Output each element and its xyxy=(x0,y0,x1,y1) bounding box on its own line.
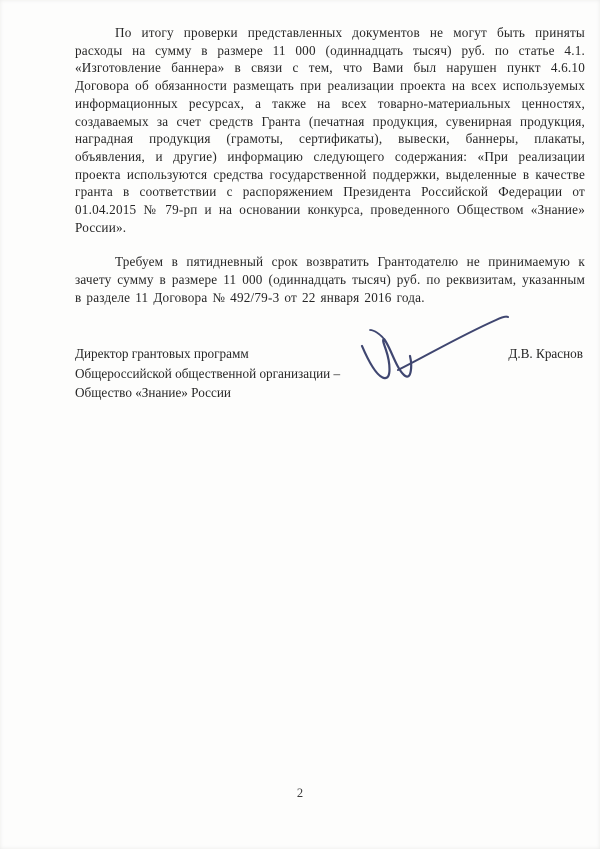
page-number: 2 xyxy=(296,786,304,800)
paragraph-audit-findings: По итогу проверки представленных документов не могут быть приняты расходы на сумму в размере 11 000 (одиннадцать тысяч) руб. по статье 4.1. «Изготовление баннера» в связи с тем, что Вами был нарушен пункт 4.6.10 Договора об обязанности размещать при реализации проекта на всех используемых информационных ресурсах, а также на всех товарно-материальных ценностях, создаваемых за счет средств Гранта (печатная продукция, сувенирная продукция, наградная продукция (грамоты, сертификаты), вывески, баннеры, плакаты, объявления, и другие) информацию следующего содержания: «При реализации проекта используются средства государственной поддержки, выделенные в качестве гранта в соответствии с распоряжением Президента Российской Федерации от 01.04.2015 № 79-рп и на основании конкурса, проведенного Обществом «Знание» России». xyxy=(75,25,585,235)
paragraph-refund-demand: Требуем в пятидневный срок возвратить Грантодателю не принимаемую к зачету сумму в размере 11 000 (одиннадцать тысяч) руб. по реквизитам, указанным в разделе 11 Договора № 492/79-3 от 22 января 2016 года. xyxy=(75,254,585,305)
body-text xyxy=(75,24,585,307)
signer-name: Д.В. Краснов xyxy=(508,346,583,361)
signer-title-line: Общество «Знание» России xyxy=(75,385,231,400)
signer-title-line: Общероссийской общественной организации – xyxy=(75,365,341,381)
signer-title-line: Директор грантовых программ xyxy=(75,346,249,361)
signer-titles xyxy=(75,344,340,403)
signature-block xyxy=(75,344,585,403)
